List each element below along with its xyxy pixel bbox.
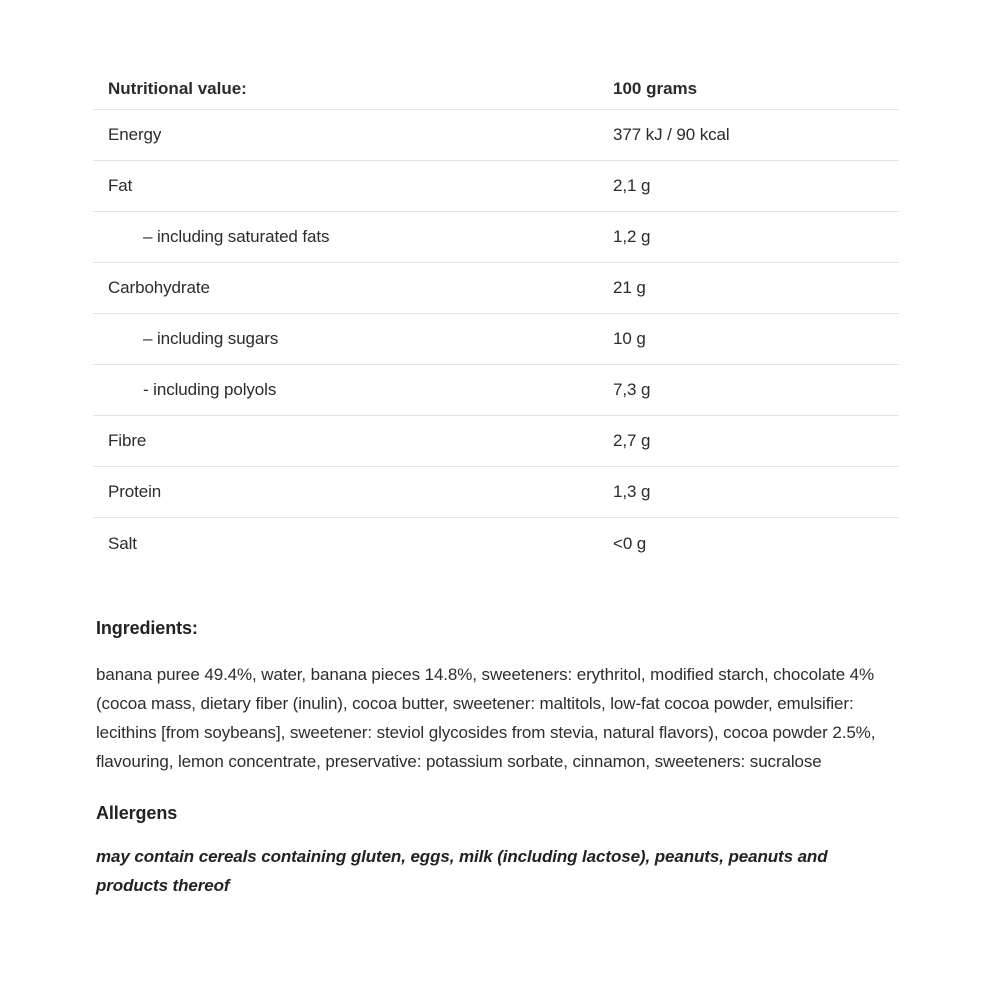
allergens-text: may contain cereals containing gluten, eggs, milk (including lactose), peanuts, peanuts and products thereof bbox=[96, 847, 828, 895]
nutrition-table bbox=[93, 68, 899, 569]
table-row-fat bbox=[93, 161, 899, 212]
table-row-carbohydrate bbox=[93, 263, 899, 314]
nutrition-table-header bbox=[93, 68, 899, 110]
table-row-salt bbox=[93, 518, 899, 569]
nutrient-label: Energy bbox=[108, 125, 162, 144]
nutrient-value: 2,1 g bbox=[613, 176, 651, 195]
table-row-polyols bbox=[93, 365, 899, 416]
nutrient-label: Fibre bbox=[108, 431, 147, 450]
nutrient-value: 377 kJ / 90 kcal bbox=[613, 125, 730, 144]
nutrient-value: 7,3 g bbox=[613, 380, 651, 399]
nutrient-label: Protein bbox=[108, 482, 162, 501]
table-row-protein bbox=[93, 467, 899, 518]
product-nutrition-section bbox=[93, 68, 899, 900]
table-row-fibre bbox=[93, 416, 899, 467]
table-row-energy bbox=[93, 110, 899, 161]
nutrient-value: 10 g bbox=[613, 329, 646, 348]
serving-size-header: 100 grams bbox=[613, 78, 698, 98]
nutrient-label: – including sugars bbox=[143, 329, 279, 348]
nutrient-label: Fat bbox=[108, 176, 133, 195]
nutrient-label: Carbohydrate bbox=[108, 278, 210, 297]
nutrient-value: 1,2 g bbox=[613, 227, 651, 246]
nutrition-table-title: Nutritional value: bbox=[108, 78, 247, 98]
nutrient-value: 21 g bbox=[613, 278, 646, 297]
table-row-sugars bbox=[93, 314, 899, 365]
nutrient-label: - including polyols bbox=[143, 380, 277, 399]
nutrient-label: Salt bbox=[108, 533, 137, 553]
nutrient-value: 1,3 g bbox=[613, 482, 651, 501]
ingredients-heading: Ingredients: bbox=[96, 618, 198, 638]
nutrient-value: 2,7 g bbox=[613, 431, 651, 450]
allergens-heading: Allergens bbox=[96, 803, 178, 823]
ingredients-text: banana puree 49.4%, water, banana pieces 14.8%, sweeteners: erythritol, modified starch, chocolate 4% (cocoa mass, dietary fiber (inulin), cocoa butter, sweetener: maltitols, low-fat cocoa powder, emulsifier: lecithins [from soybeans], sweetener: steviol glycosides from stevia, natural flavors), cocoa powder 2.5%, flavouring, lemon concentrate, preservative: potassium sorbate, cinnamon, sweeteners: sucralose bbox=[96, 665, 876, 771]
table-row-saturated-fats bbox=[93, 212, 899, 263]
nutrient-label: – including saturated fats bbox=[143, 227, 330, 246]
nutrient-value: <0 g bbox=[613, 533, 647, 553]
